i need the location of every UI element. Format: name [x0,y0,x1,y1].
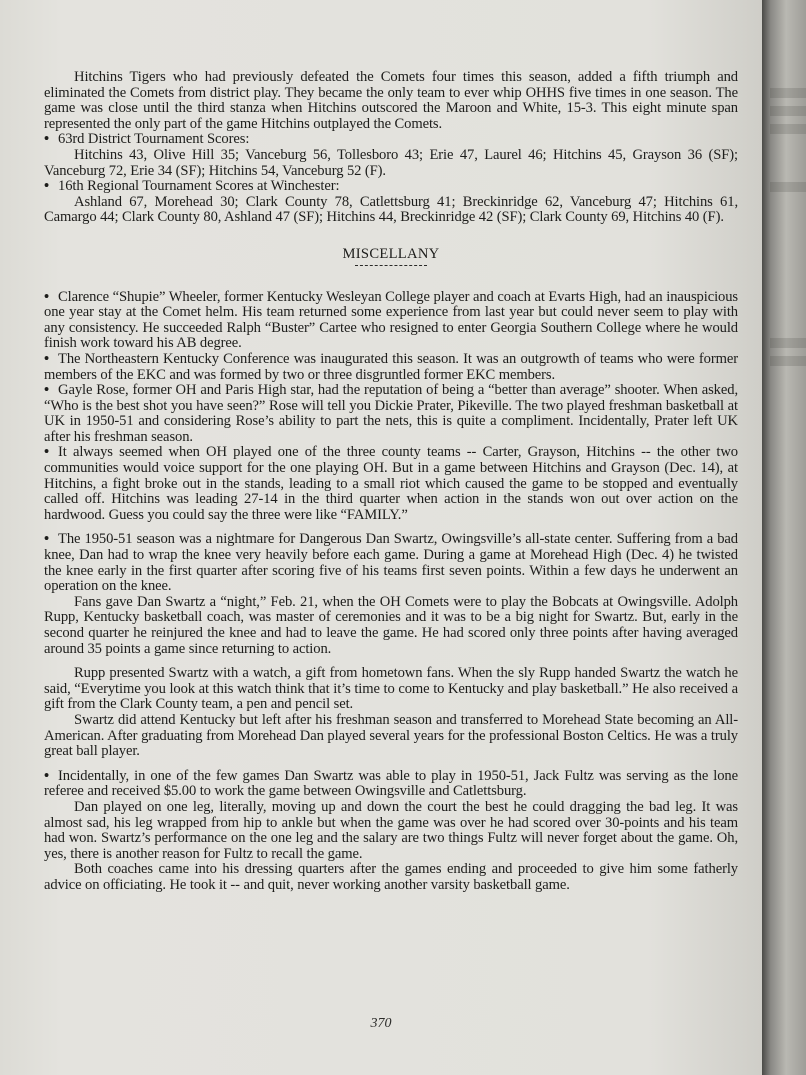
adjacent-text-ghost [770,338,806,348]
heading-rule [355,265,427,266]
adjacent-page-edge [762,0,806,1075]
adjacent-text-ghost [770,88,806,98]
adjacent-text-ghost [770,106,806,116]
section-heading [44,247,738,266]
misc-fultz: • Incidentally, in one of the few games Dan Swartz was able to play in 1950-51, Jack Fultz was serving as the lone referee and received $5.00 to work the game between Owingsville and Catlettsburg. [44,769,738,800]
misc-wheeler: • Clarence “Shupie” Wheeler, former Kentucky Wesleyan College player and coach at Evarts High, had an inauspicious one year stay at the Comet helm. His team returned some experience from last year but could never seem to play with any consistency. He succeeded Ralph “Buster” Cartee who resigned to enter Georgia Southern College where he would finish work toward his AB degree. [44,290,738,352]
regional-scores: Ashland 67, Morehead 30; Clark County 78, Catlettsburg 41; Breckinridge 62, Vanceburg 47; Hitchins 61, Camargo 44; Clark County 80, Ashland 47 (SF); Hitchins 44, Breckinridge 42 (SF); Clark County 69, Hitchins 40 (F). [44,193,738,226]
misc-conference: • The Northeastern Kentucky Conference was inaugurated this season. It was an outgrowth of teams who were former members of the EKC and was formed by two or three disgruntled former EKC members. [44,352,738,383]
bullet-district-scores: • 63rd District Tournament Scores: [44,132,738,148]
misc-rupp-watch: Rupp presented Swartz with a watch, a gift from hometown fans. When the sly Rupp handed Swartz the watch he said, “Everytime you look at this watch think that it’s time to come to Kentucky and play basketball.” He also received a gift from the Clark County team, a pen and pencil set. [44,665,738,713]
page-number: 370 [370,1016,392,1031]
bullet-regional-scores: • 16th Regional Tournament Scores at Winchester: [44,179,738,195]
misc-swartz-night: Fans gave Dan Swartz a “night,” Feb. 21, when the OH Comets were to play the Bobcats at Owingsville. Adolph Rupp, Kentucky basketball coach, was master of ceremonies and it was to be a big night for Swartz. But, early in the second quarter he reinjured the knee and had to leave the game. He had scored only three points after having averaged around 35 points a game since returning to action. [44,593,738,657]
adjacent-text-ghost [770,356,806,366]
misc-county-teams: • It always seemed when OH played one of the three county teams -- Carter, Grayson, Hitchins -- the other two communities would voice support for the one playing OH. But in a game between Hitchins and Grayson (Dec. 14), at Hitchins, a fight broke out in the stands, leading to a small riot which caused the game to be stopped and eventually called off. Hitchins was leading 27-14 in the third quarter when action in the stands won out over action on the hardwood. Guess you could say the three were like “FAMILY.” [44,445,738,523]
adjacent-text-ghost [770,124,806,134]
misc-rose: • Gayle Rose, former OH and Paris High star, had the reputation of being a “better than average” shooter. When asked, “Who is the best shot you have seen?” Rose will tell you Dickie Prater, Pikeville. The two played freshman basketball at UK in 1950-51 and considering Rose’s ability to part the nets, this is quite a compliment. Incidentally, Prater left UK after his freshman season. [44,383,738,445]
misc-swartz-career: Swartz did attend Kentucky but left after his freshman season and transferred to Morehead State becoming an All-American. After graduating from Morehead Dan played several years for the professional Boston Celtics. He was a truly great ball player. [44,711,738,760]
misc-coaches-advice: Both coaches came into his dressing quarters after the games ending and proceeded to give him some fatherly advice on officiating. He took it -- and quit, never working another varsity basketball game. [44,861,738,893]
misc-one-leg: Dan played on one leg, literally, moving up and down the court the best he could dragging the bad leg. It was almost sad, his leg wrapped from hip to ankle but when the game was over he had scored over 30-points and his team had won. Swartz’s performance on the one leg and the salary are two things Fultz will never forget about the game. Oh, yes, there is another reason for Fultz to recall the game. [44,798,738,862]
paragraph-hitchins: Hitchins Tigers who had previously defeated the Comets four times this season, added a fifth triumph and eliminated the Comets from district play. They became the only team to ever whip OHHS five times in one season. The game was close until the third stanza when Hitchins outscored the Maroon and White, 15-3. This eight minute span represented the only part of the game Hitchins outplayed the Comets. [44,69,738,132]
page-text [44,70,738,894]
adjacent-text-ghost [770,182,806,192]
misc-swartz: • The 1950-51 season was a nightmare for Dangerous Dan Swartz, Owingsville’s all-state center. Suffering from a bad knee, Dan had to wrap the knee very heavily before each game. During a game at Morehead High (Dec. 4) he twisted the knee early in the first quarter after scoring five of his teams first seven points. Within a few days he underwent an operation on the knee. [44,532,738,594]
section-heading-text: MISCELLANY [342,245,440,262]
district-scores: Hitchins 43, Olive Hill 35; Vanceburg 56, Tollesboro 43; Erie 47, Laurel 46; Hitchins 45, Grayson 36 (SF); Vanceburg 72, Erie 34 (SF); Hitchins 54, Vanceburg 52 (F). [44,146,738,179]
